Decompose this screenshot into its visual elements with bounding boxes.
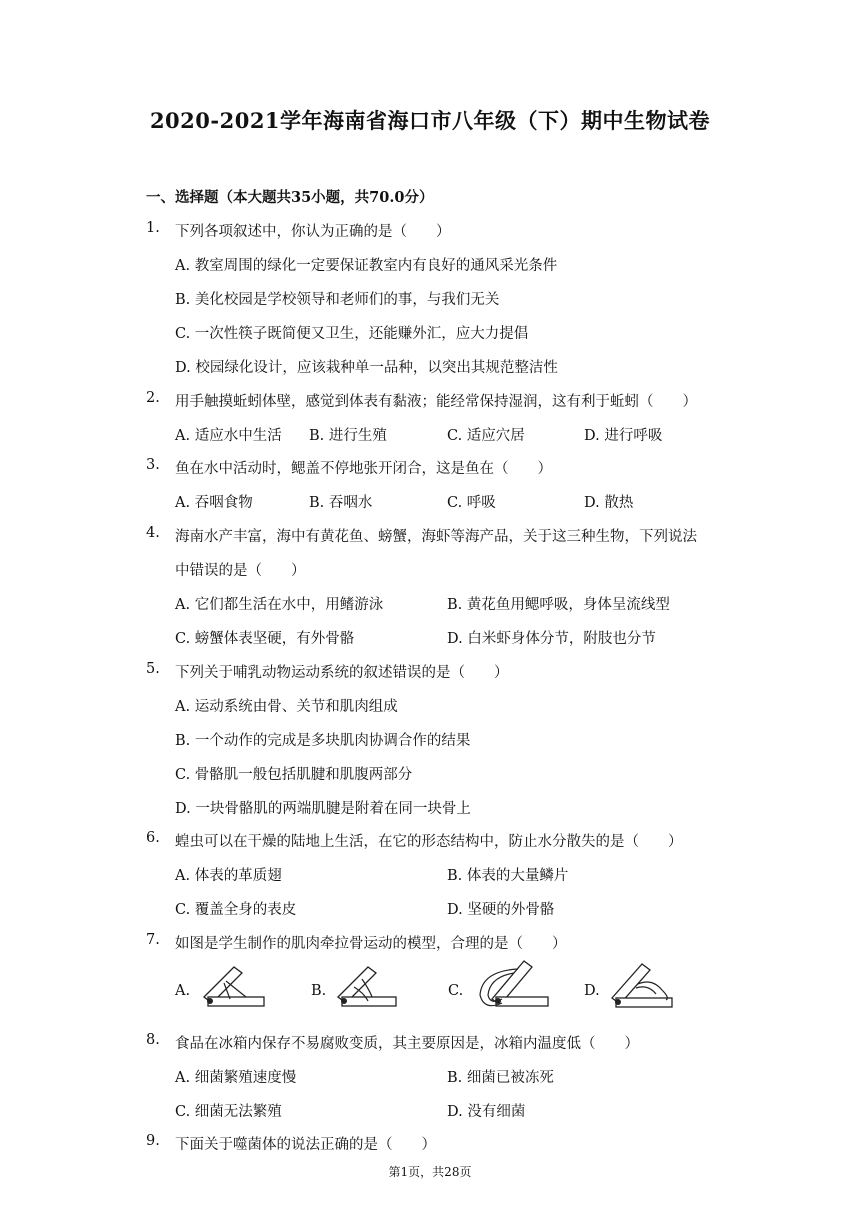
option-a: A. 适应水中生活 bbox=[175, 428, 282, 444]
question-text: 海南水产丰富，海中有黄花鱼、螃蟹，海虾等海产品，关于这三种生物，下列说法 bbox=[175, 529, 697, 545]
option-c: C. 呼吸 bbox=[447, 495, 496, 511]
option-a: A. 运动系统由骨、关节和肌肉组成 bbox=[175, 699, 398, 715]
section-heading: 一、选择题（本大题共35小题，共70.0分） bbox=[146, 189, 434, 206]
page-title: 2020-2021学年海南省海口市八年级（下）期中生物试卷 bbox=[149, 108, 711, 133]
option-d: D. 坚硬的外骨骼 bbox=[447, 902, 555, 918]
question-text: 如图是学生制作的肌肉牵拉骨运动的模型，合理的是（ ） bbox=[175, 936, 567, 952]
option-a: A. 吞咽食物 bbox=[175, 495, 253, 511]
option-d: D. 进行呼吸 bbox=[584, 428, 663, 444]
option-d-label: D. bbox=[584, 983, 600, 999]
muscle-model-figure-c bbox=[472, 955, 552, 1015]
option-b: B. 美化校园是学校领导和老师们的事，与我们无关 bbox=[175, 292, 500, 308]
option-a: A. 教室周围的绿化一定要保证教室内有良好的通风采光条件 bbox=[175, 258, 558, 274]
option-c: C. 细菌无法繁殖 bbox=[175, 1104, 282, 1120]
question-number: 3. bbox=[146, 457, 160, 473]
muscle-model-figure-b bbox=[334, 963, 400, 1013]
option-b: B. 细菌已被冻死 bbox=[447, 1070, 554, 1086]
option-a: A. 细菌繁殖速度慢 bbox=[175, 1070, 297, 1086]
option-c: C. 骨骼肌一般包括肌腱和肌腹两部分 bbox=[175, 767, 413, 783]
muscle-model-figure-d bbox=[608, 960, 686, 1014]
option-b-label: B. bbox=[311, 983, 327, 999]
question-number: 1. bbox=[146, 220, 160, 236]
question-number: 8. bbox=[146, 1032, 160, 1048]
question-text-continued: 中错误的是（ ） bbox=[175, 563, 306, 579]
question-text: 食品在冰箱内保存不易腐败变质，其主要原因是，冰箱内温度低（ ） bbox=[175, 1036, 639, 1052]
option-c: C. 一次性筷子既简便又卫生，还能赚外汇，应大力提倡 bbox=[175, 326, 529, 342]
page-footer: 第1页，共28页 bbox=[388, 1165, 472, 1179]
question-text: 用手触摸蚯蚓体壁，感觉到体表有黏液；能经常保持湿润，这有利于蚯蚓（ ） bbox=[175, 394, 697, 410]
option-c: C. 适应穴居 bbox=[447, 428, 525, 444]
question-text: 下面关于噬菌体的说法正确的是（ ） bbox=[175, 1137, 436, 1153]
question-text: 下列各项叙述中，你认为正确的是（ ） bbox=[175, 224, 451, 240]
option-a: A. 体表的革质翅 bbox=[175, 868, 282, 884]
option-d: D. 没有细菌 bbox=[447, 1104, 526, 1120]
option-c: C. 覆盖全身的表皮 bbox=[175, 902, 297, 918]
question-number: 7. bbox=[146, 932, 160, 948]
option-d: D. 白米虾身体分节，附肢也分节 bbox=[447, 631, 656, 647]
option-b: B. 黄花鱼用鳃呼吸，身体呈流线型 bbox=[447, 597, 670, 613]
question-number: 2. bbox=[146, 390, 160, 406]
option-d: D. 校园绿化设计，应该栽种单一品种，以突出其规范整洁性 bbox=[175, 360, 558, 376]
option-d: D. 一块骨骼肌的两端肌腱是附着在同一块骨上 bbox=[175, 801, 471, 817]
option-c-label: C. bbox=[448, 983, 464, 999]
option-b: B. 吞咽水 bbox=[309, 495, 373, 511]
muscle-model-figure-a bbox=[200, 963, 268, 1013]
question-number: 6. bbox=[146, 830, 160, 846]
option-a-label: A. bbox=[175, 983, 191, 999]
question-number: 4. bbox=[146, 525, 160, 541]
question-text: 蝗虫可以在干燥的陆地上生活，在它的形态结构中，防止水分散失的是（ ） bbox=[175, 834, 683, 850]
option-d: D. 散热 bbox=[584, 495, 634, 511]
question-number: 9. bbox=[146, 1133, 160, 1149]
option-b: B. 一个动作的完成是多块肌肉协调合作的结果 bbox=[175, 733, 471, 749]
question-text: 鱼在水中活动时，鳃盖不停地张开闭合，这是鱼在（ ） bbox=[175, 461, 552, 477]
option-c: C. 螃蟹体表坚硬，有外骨骼 bbox=[175, 631, 355, 647]
option-b: B. 进行生殖 bbox=[309, 428, 387, 444]
question-text: 下列关于哺乳动物运动系统的叙述错误的是（ ） bbox=[175, 665, 509, 681]
question-number: 5. bbox=[146, 661, 160, 677]
option-b: B. 体表的大量鳞片 bbox=[447, 868, 569, 884]
option-a: A. 它们都生活在水中，用鳍游泳 bbox=[175, 597, 384, 613]
